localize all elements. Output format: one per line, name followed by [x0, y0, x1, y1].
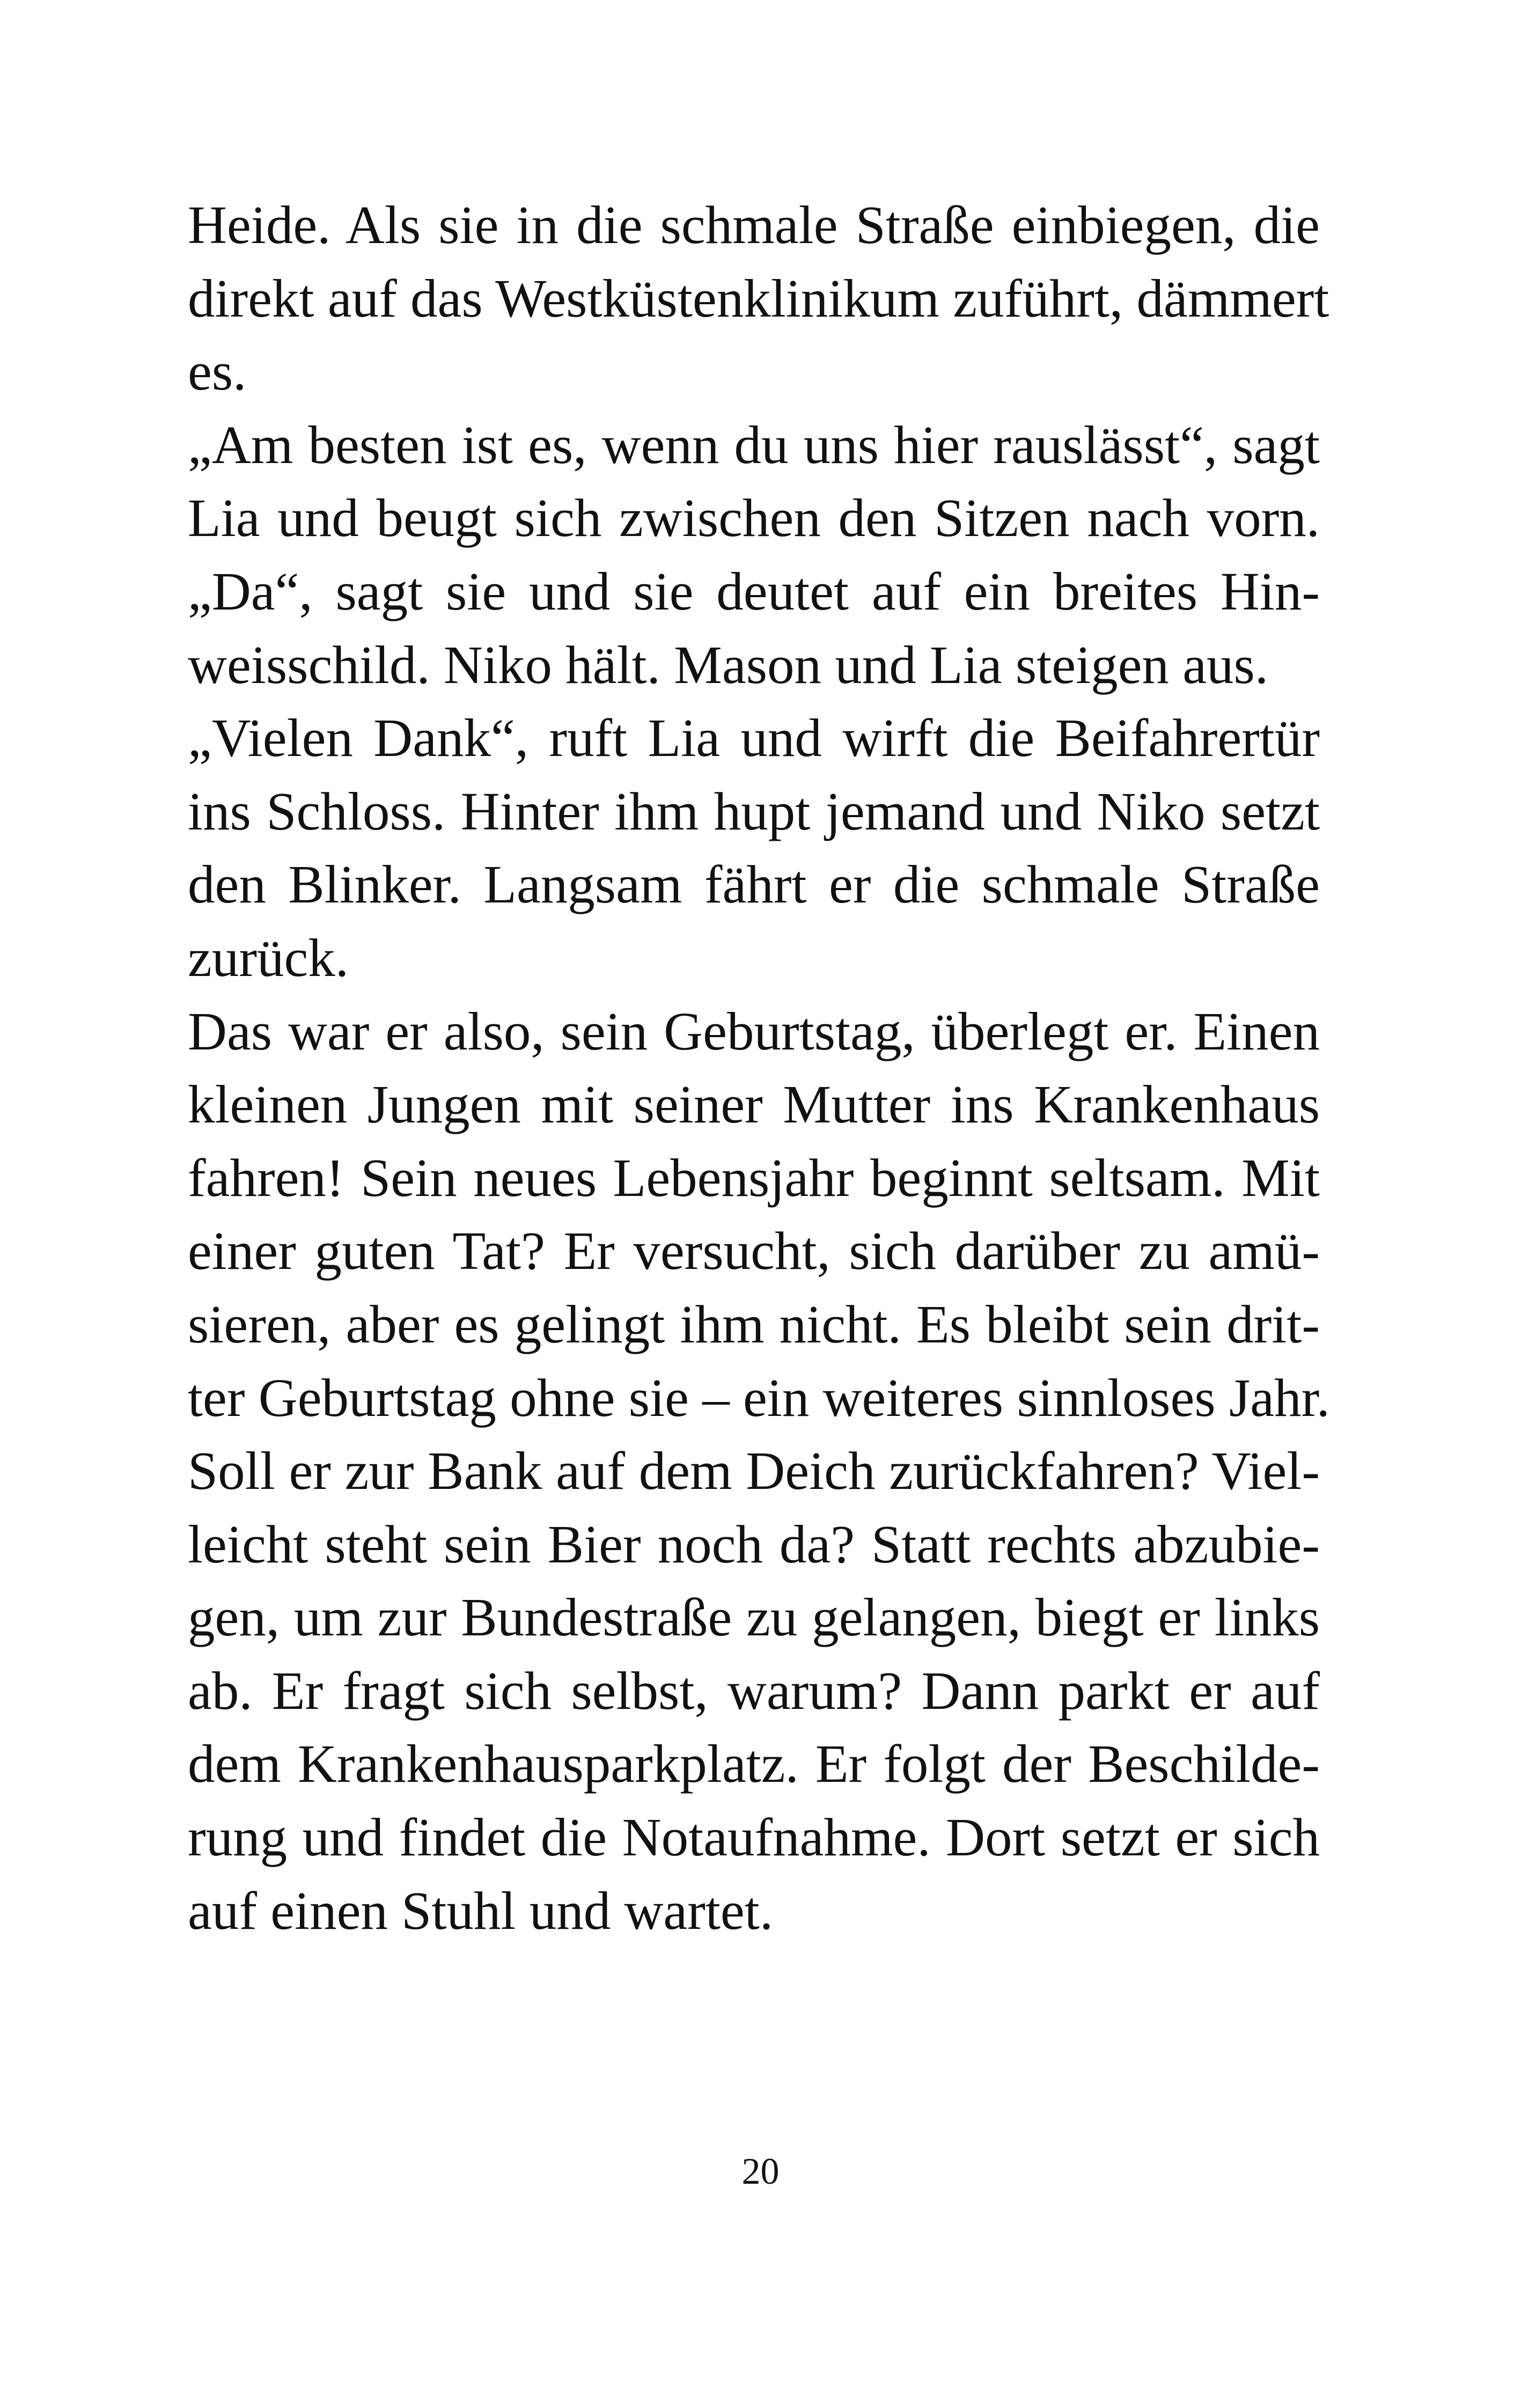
text-line: den Blinker. Langsam fährt er die schmale Straße [188, 854, 1320, 915]
page-number: 20 [741, 2151, 780, 2192]
text-line: ter Geburtstag ohne sie – ein weiteres sinnloses Jahr. [188, 1367, 1330, 1428]
text-line: fahren! Sein neues Lebensjahr beginnt seltsam. Mit [188, 1147, 1320, 1208]
text-line: einer guten Tat? Er versucht, sich darüber zu amü- [188, 1221, 1320, 1281]
text-line: weisschild. Niko hält. Mason und Lia steigen aus. [188, 634, 1269, 695]
text-line: Heide. Als sie in die schmale Straße einbiegen, die [188, 195, 1320, 255]
text-line: dem Krankenhausparkplatz. Er folgt der Beschilde- [188, 1734, 1320, 1794]
text-line: leicht steht sein Bier noch da? Statt rechts abzubie- [188, 1514, 1320, 1574]
text-line: sieren, aber es gelingt ihm nicht. Es bleibt sein drit- [188, 1294, 1320, 1354]
text-line: ins Schloss. Hinter ihm hupt jemand und Niko setzt [188, 781, 1320, 841]
body-text [188, 188, 1330, 1947]
text-line: „Vielen Dank“, ruft Lia und wirft die Beifahrertür [188, 708, 1320, 768]
text-line: es. [188, 341, 247, 402]
text-line: auf einen Stuhl und wartet. [188, 1880, 774, 1941]
text-line: direkt auf das Westküstenklinikum zuführt, dämmert [188, 268, 1329, 328]
text-line: Das war er also, sein Geburtstag, überlegt er. Einen [188, 1001, 1320, 1061]
text-line: gen, um zur Bundestraße zu gelangen, biegt er links [188, 1587, 1320, 1648]
text-line: ab. Er fragt sich selbst, warum? Dann parkt er auf [188, 1660, 1320, 1721]
text-line: Lia und beugt sich zwischen den Sitzen nach vorn. [188, 488, 1320, 548]
text-line: rung und findet die Notaufnahme. Dort setzt er sich [188, 1807, 1320, 1868]
text-line: kleinen Jungen mit seiner Mutter ins Krankenhaus [188, 1074, 1320, 1135]
text-line: „Da“, sagt sie und sie deutet auf ein breites Hin- [188, 561, 1320, 621]
text-line: zurück. [188, 927, 349, 988]
text-line: Soll er zur Bank auf dem Deich zurückfahren? Viel- [188, 1441, 1320, 1501]
text-line: „Am besten ist es, wenn du uns hier rauslässt“, sagt [188, 414, 1320, 475]
